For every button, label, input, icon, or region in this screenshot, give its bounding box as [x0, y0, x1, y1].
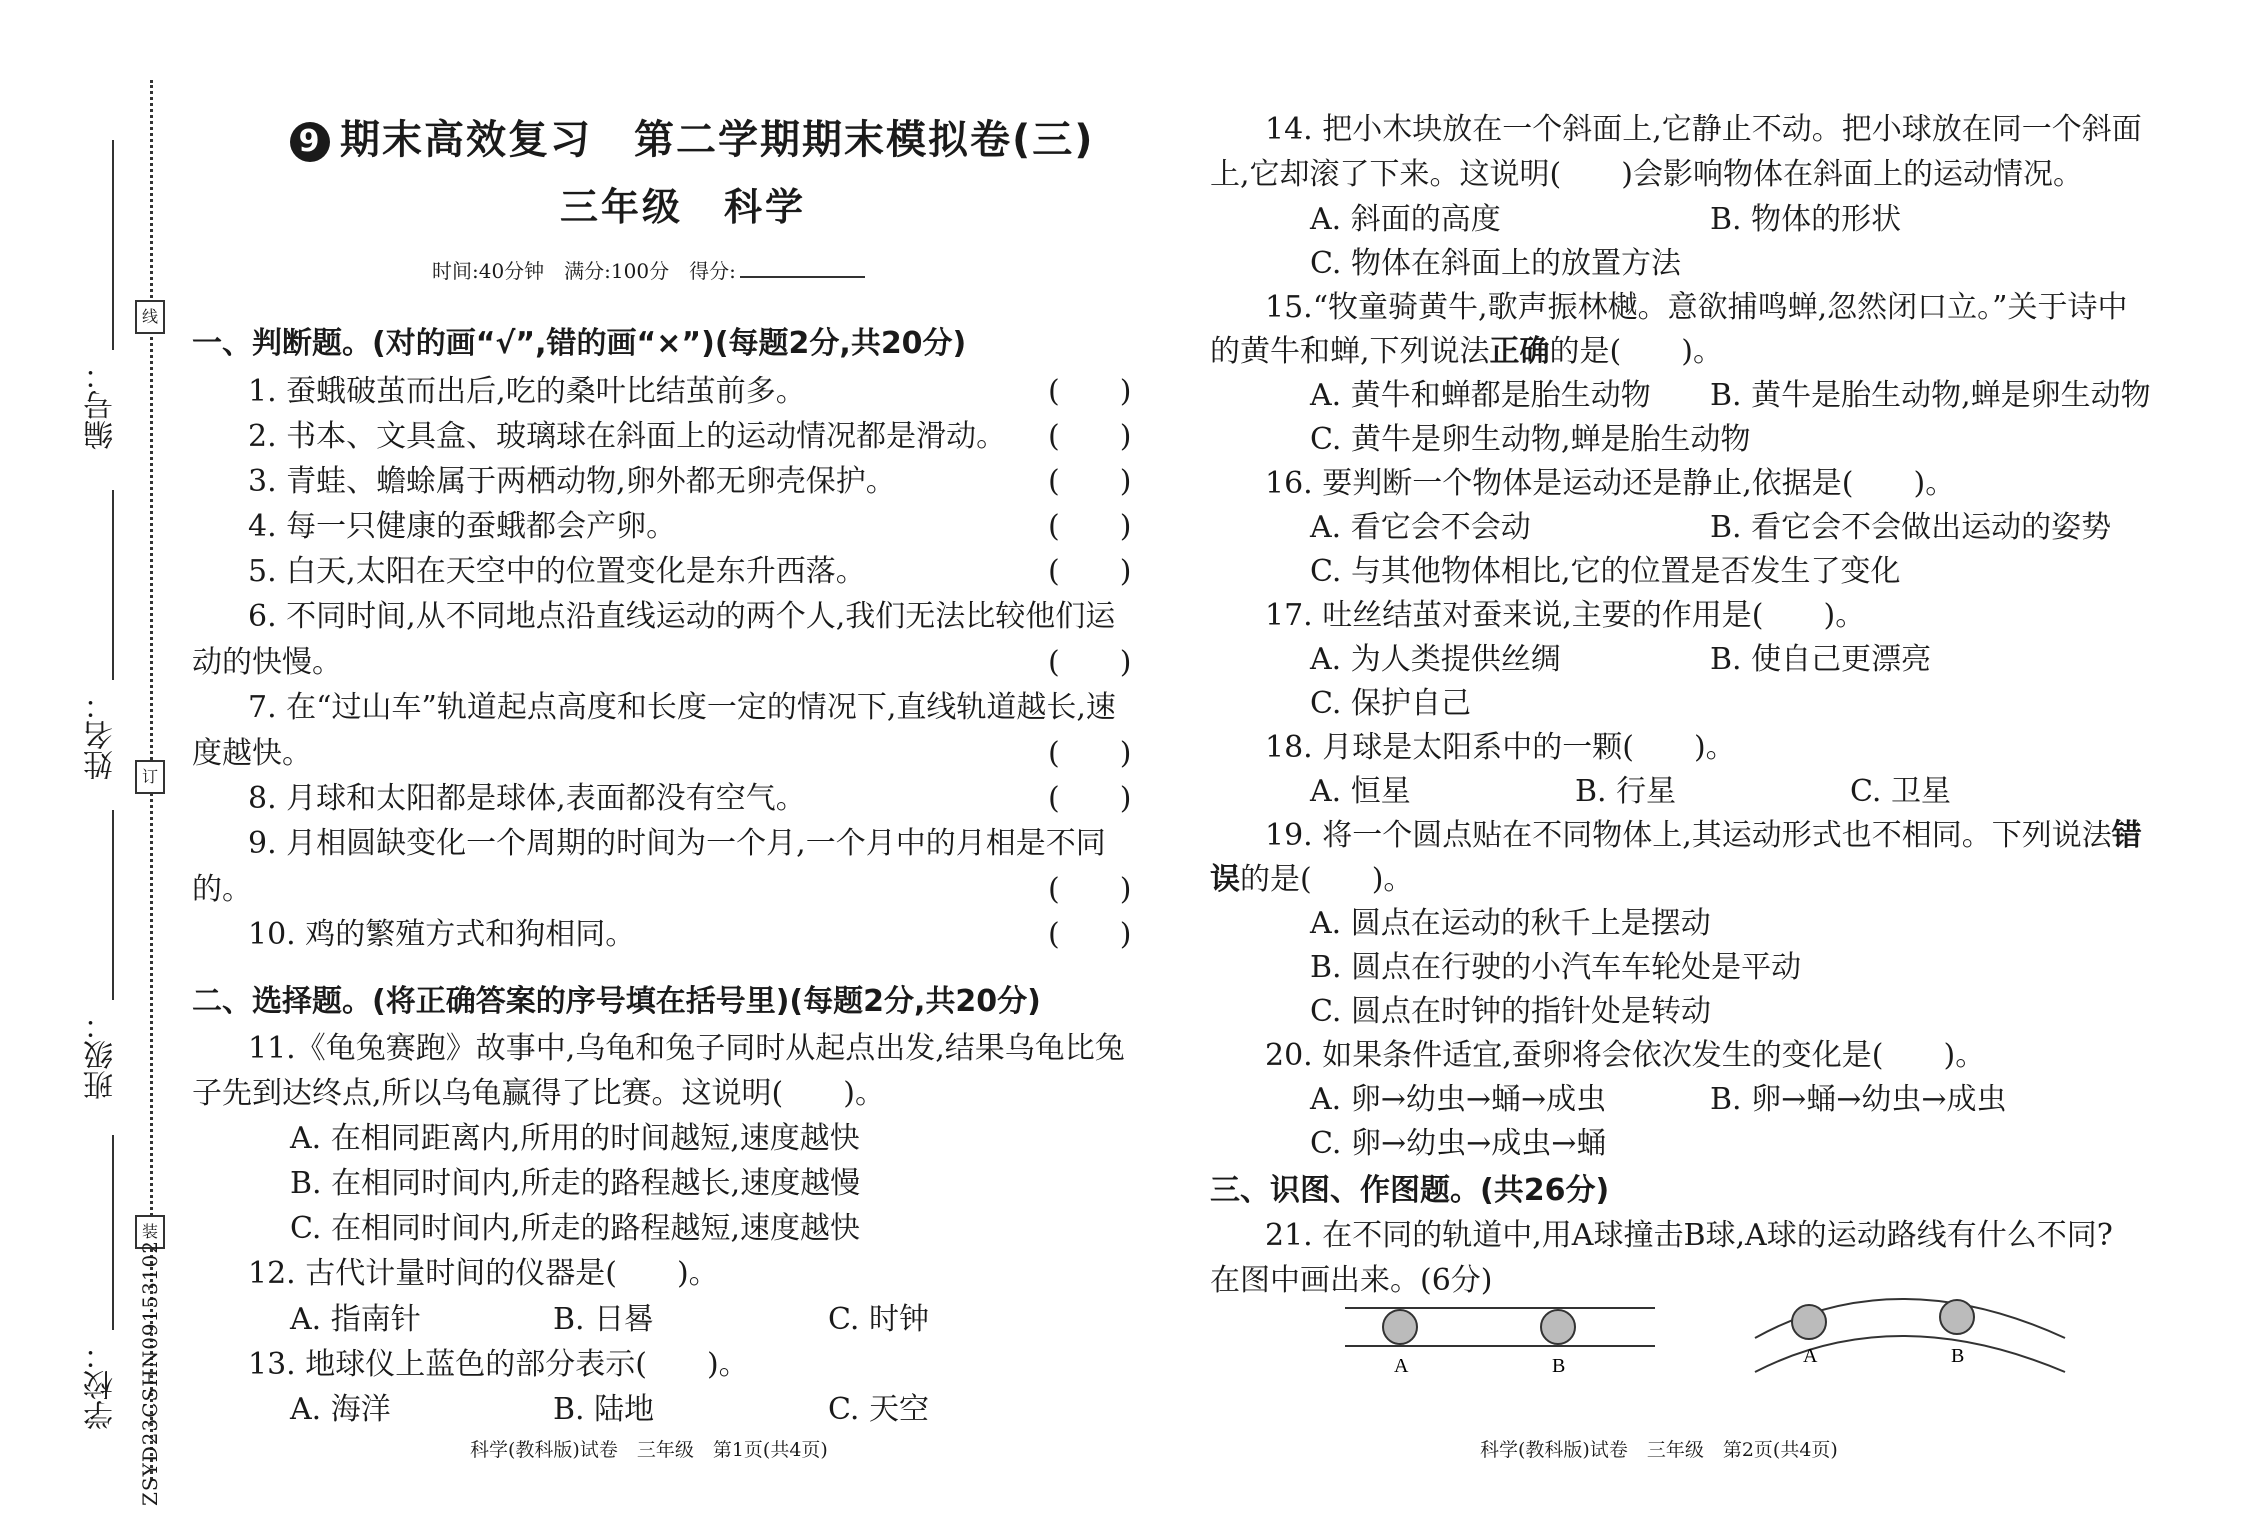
q19-text-line1: [1265, 810, 2142, 854]
exam-meta-text: 时间:40分钟 满分:100分 得分:: [432, 259, 736, 283]
q18-option-a[interactable]: A. 恒星: [1310, 774, 1411, 809]
q17-text: 17. 吐丝结茧对蚕来说,主要的作用是( )。: [1265, 598, 1866, 633]
page-title-text: 期末高效复习 第二学期期末模拟卷(三): [340, 117, 1095, 163]
ball-b: [1940, 1300, 1974, 1334]
q20-option-c[interactable]: C. 卵→幼虫→成虫→蛹: [1310, 1126, 1607, 1161]
q12-option-c[interactable]: C. 时钟: [828, 1302, 929, 1337]
section-1-heading: 一、判断题。(对的画“√”,错的画“×”)(每题2分,共20分): [192, 326, 967, 361]
q19-text-line2: [1210, 854, 1413, 898]
q1-answer-paren[interactable]: ( ): [1048, 374, 1132, 409]
q13-option-b[interactable]: B. 陆地: [553, 1392, 655, 1427]
q14-text-line2: 上,它却滚了下来。这说明( )会影响物体在斜面上的运动情况。: [1210, 157, 2083, 192]
q16-option-c[interactable]: C. 与其他物体相比,它的位置是否发生了变化: [1310, 554, 1901, 589]
curved-track-inner-rail: [1755, 1336, 2065, 1372]
q18-option-c[interactable]: C. 卫星: [1850, 774, 1951, 809]
q8-text: 8. 月球和太阳都是球体,表面都没有空气。: [248, 781, 806, 816]
q13-option-c[interactable]: C. 天空: [828, 1392, 929, 1427]
q15-option-b[interactable]: B. 黄牛是胎生动物,蝉是卵生动物: [1710, 378, 2151, 413]
q13-text: 13. 地球仪上蓝色的部分表示( )。: [248, 1347, 749, 1382]
q19-emphasis-1: 错: [2111, 818, 2142, 853]
q15-text-line2-b: 的是( )。: [1549, 334, 1723, 369]
q20-text: 20. 如果条件适宜,蚕卵将会依次发生的变化是( )。: [1265, 1038, 1986, 1073]
q3-text: 3. 青蛙、蟾蜍属于两栖动物,卵外都无卵壳保护。: [248, 464, 896, 499]
binding-margin: [0, 0, 170, 1535]
q15-text-line2-a: 的黄牛和蝉,下列说法: [1210, 334, 1490, 369]
q5-answer-paren[interactable]: ( ): [1048, 554, 1132, 589]
q15-text-line2: [1210, 326, 1723, 370]
q19-option-b[interactable]: B. 圆点在行驶的小汽车车轮处是平动: [1310, 950, 1802, 985]
q12-option-a[interactable]: A. 指南针: [290, 1302, 421, 1337]
straight-track-diagram[interactable]: [1340, 1300, 1680, 1380]
q6-text-line1: 6. 不同时间,从不同地点沿直线运动的两个人,我们无法比较他们运: [248, 599, 1116, 634]
page-title: [290, 108, 1095, 165]
q16-option-a[interactable]: A. 看它会不会动: [1310, 510, 1531, 545]
ball-a: [1383, 1310, 1417, 1344]
q11-option-a[interactable]: A. 在相同距离内,所用的时间越短,速度越快: [290, 1121, 860, 1156]
q15-emphasis: 正确: [1489, 334, 1550, 369]
ball-a: [1792, 1305, 1826, 1339]
q9-text-line1: 9. 月相圆缺变化一个周期的时间为一个月,一个月中的月相是不同: [248, 826, 1106, 861]
q19-option-c[interactable]: C. 圆点在时钟的指针处是转动: [1310, 994, 1711, 1029]
q1-text: 1. 蚕蛾破茧而出后,吃的桑叶比结茧前多。: [248, 374, 806, 409]
field-class[interactable]: [112, 810, 114, 1000]
q9-answer-paren[interactable]: ( ): [1048, 872, 1132, 907]
q9-text-line2: 的。: [192, 872, 252, 907]
ball-a-label: A: [1394, 1355, 1409, 1377]
q20-option-a[interactable]: A. 卵→幼虫→蛹→成虫: [1310, 1082, 1607, 1117]
q19-option-a[interactable]: A. 圆点在运动的秋千上是摆动: [1310, 906, 1711, 941]
section-3-heading: 三、识图、作图题。(共26分): [1210, 1173, 1610, 1208]
q8-answer-paren[interactable]: ( ): [1048, 781, 1132, 816]
field-school[interactable]: [112, 1135, 114, 1330]
q18-option-b[interactable]: B. 行星: [1575, 774, 1677, 809]
q19-text-line1-a: 19. 将一个圆点贴在不同物体上,其运动形式也不相同。下列说法: [1265, 818, 2112, 853]
exam-meta: [432, 255, 865, 284]
q14-option-c[interactable]: C. 物体在斜面上的放置方法: [1310, 246, 1681, 281]
q6-text-line2: 动的快慢。: [192, 645, 342, 680]
q4-text: 4. 每一只健康的蚕蛾都会产卵。: [248, 509, 677, 544]
q15-text-line1: 15.“牧童骑黄牛,歌声振林樾。意欲捕鸣蝉,忽然闭口立。”关于诗中: [1265, 290, 2128, 325]
q21-text-line2: 在图中画出来。(6分): [1210, 1263, 1493, 1298]
q14-option-b[interactable]: B. 物体的形状: [1710, 202, 1902, 237]
bind-mark-xian: 线: [135, 300, 165, 334]
q16-text: 16. 要判断一个物体是运动还是静止,依据是( )。: [1265, 466, 1956, 501]
q10-answer-paren[interactable]: ( ): [1048, 917, 1132, 952]
curved-track-diagram[interactable]: [1745, 1290, 2085, 1390]
q17-option-c[interactable]: C. 保护自己: [1310, 686, 1471, 721]
field-number[interactable]: [112, 140, 114, 350]
q21-text-line1: 21. 在不同的轨道中,用A球撞击B球,A球的运动路线有什么不同?: [1265, 1218, 2113, 1253]
score-blank[interactable]: [740, 276, 865, 278]
section-2-heading: 二、选择题。(将正确答案的序号填在括号里)(每题2分,共20分): [192, 984, 1041, 1019]
q5-text: 5. 白天,太阳在天空中的位置变化是东升西落。: [248, 554, 866, 589]
series-number-badge: 9: [290, 122, 330, 162]
label-name: 姓名：: [84, 690, 119, 780]
label-class: 班级：: [84, 1010, 119, 1100]
label-number: 编号：: [84, 360, 119, 450]
footer-page-2: 科学(教科版)试卷 三年级 第2页(共4页): [1480, 1439, 1838, 1461]
ball-b-label: B: [1552, 1355, 1566, 1377]
q10-text: 10. 鸡的繁殖方式和狗相同。: [248, 917, 636, 952]
q7-answer-paren[interactable]: ( ): [1048, 736, 1132, 771]
label-school: 学校：: [84, 1340, 119, 1430]
q12-option-b[interactable]: B. 日晷: [553, 1302, 655, 1337]
q15-option-c[interactable]: C. 黄牛是卵生动物,蝉是胎生动物: [1310, 422, 1751, 457]
q2-text: 2. 书本、文具盒、玻璃球在斜面上的运动情况都是滑动。: [248, 419, 1007, 454]
q15-option-a[interactable]: A. 黄牛和蝉都是胎生动物: [1310, 378, 1651, 413]
paper-code: ZSYD23CSHN09153102: [138, 1240, 162, 1507]
q11-option-b[interactable]: B. 在相同时间内,所走的路程越长,速度越慢: [290, 1166, 861, 1201]
q20-option-b[interactable]: B. 卵→蛹→幼虫→成虫: [1710, 1082, 2007, 1117]
q3-answer-paren[interactable]: ( ): [1048, 464, 1132, 499]
bind-mark-zhuang: 装: [135, 1215, 165, 1249]
q11-option-c[interactable]: C. 在相同时间内,所走的路程越短,速度越快: [290, 1211, 861, 1246]
ball-b: [1541, 1310, 1575, 1344]
field-name[interactable]: [112, 490, 114, 680]
ball-a-label: A: [1803, 1345, 1818, 1367]
q12-text: 12. 古代计量时间的仪器是( )。: [248, 1256, 719, 1291]
q17-option-a[interactable]: A. 为人类提供丝绸: [1310, 642, 1561, 677]
q16-option-b[interactable]: B. 看它会不会做出运动的姿势: [1710, 510, 2112, 545]
q11-text-line2: 子先到达终点,所以乌龟赢得了比赛。这说明( )。: [192, 1076, 885, 1111]
q2-answer-paren[interactable]: ( ): [1048, 419, 1132, 454]
q14-text-line1: 14. 把小木块放在一个斜面上,它静止不动。把小球放在同一个斜面: [1265, 112, 2142, 147]
q19-text-line2-b: 的是( )。: [1240, 862, 1414, 897]
q6-answer-paren[interactable]: ( ): [1048, 645, 1132, 680]
q7-text-line1: 7. 在“过山车”轨道起点高度和长度一定的情况下,直线轨道越长,速: [248, 690, 1116, 725]
q13-option-a[interactable]: A. 海洋: [290, 1392, 391, 1427]
q17-option-b[interactable]: B. 使自己更漂亮: [1710, 642, 1932, 677]
ball-b-label: B: [1951, 1345, 1965, 1367]
q7-text-line2: 度越快。: [192, 736, 312, 771]
q14-option-a[interactable]: A. 斜面的高度: [1310, 202, 1501, 237]
q18-text: 18. 月球是太阳系中的一颗( )。: [1265, 730, 1736, 765]
bind-mark-ding: 订: [135, 760, 165, 794]
page-subtitle: 三年级 科学: [560, 185, 807, 229]
footer-page-1: 科学(教科版)试卷 三年级 第1页(共4页): [470, 1439, 828, 1461]
q4-answer-paren[interactable]: ( ): [1048, 509, 1132, 544]
q19-emphasis-2: 误: [1210, 862, 1240, 897]
q11-text-line1: 11.《龟兔赛跑》故事中,乌龟和兔子同时从起点出发,结果乌龟比兔: [248, 1031, 1125, 1066]
